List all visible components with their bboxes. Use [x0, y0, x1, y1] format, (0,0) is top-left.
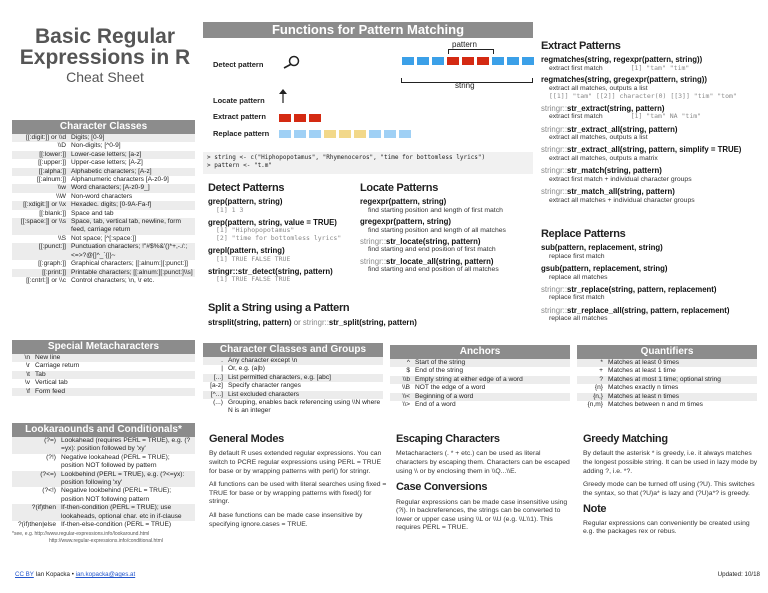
anchor-desc: NOT the edge of a word: [415, 384, 486, 392]
locate-fn-2: gregexpr(pattern, string): [360, 217, 451, 227]
group-row: [203, 357, 383, 365]
replace-line-3: [541, 285, 763, 295]
locate-arrow: [277, 89, 289, 107]
replace-fn-3: str_replace(string, pattern, replacement): [567, 284, 717, 294]
label-replace: Replace pattern: [213, 129, 270, 138]
extract-desc-7: extract all matches + individual character groups: [549, 196, 695, 204]
extract-row-1: [541, 65, 763, 73]
char-class-desc: Printable characters; [[:alnum:][:punct:]\\s]: [70, 269, 195, 277]
label-string: string: [455, 81, 475, 90]
group-desc: List permitted characters, e.g. [abc]: [227, 374, 383, 382]
quantifier-desc: Matches at least 1 time: [608, 367, 676, 375]
split-section: [208, 302, 533, 328]
lookaround-desc: Negative lookahead (PERL = TRUE); position NOT followed by pattern: [61, 453, 170, 470]
extract-out-3: [1] "tam" NA "tim": [630, 112, 702, 121]
extract-line-6: [541, 166, 763, 176]
diagram: [203, 40, 533, 148]
detect-out-3: [1] TRUE FALSE TRUE: [216, 254, 291, 263]
greedy-header: Greedy Matching: [583, 433, 668, 445]
label-locate: Locate pattern: [213, 96, 265, 105]
main-header: Functions for Pattern Matching: [203, 22, 533, 38]
groups-header: Character Classes and Groups: [203, 343, 383, 357]
general-section: [209, 433, 389, 534]
label-pattern: pattern: [452, 40, 477, 49]
string-cell: [323, 129, 337, 139]
extract-fn-3: str_extract(string, pattern): [567, 103, 665, 113]
split-fn-2: str_split(string, pattern): [328, 318, 417, 328]
char-class-key: [[:xdigit:]] or \\x: [12, 201, 70, 209]
special-meta-table: [12, 354, 195, 396]
locate-desc-1: find starting position and length of first match: [368, 206, 503, 214]
anchor-key: \\>: [402, 401, 410, 409]
extract-prefix-6: stringr::: [541, 166, 567, 176]
greedy-section: [583, 433, 761, 542]
special-meta-key: \t: [12, 371, 34, 379]
general-header: General Modes: [209, 433, 284, 445]
char-class-key: [[:upper:]]: [38, 159, 66, 167]
char-class-key: [[:graph:]]: [38, 260, 66, 268]
title-line1: Basic Regular: [34, 25, 176, 48]
extract-fn-6: str_match(string, pattern): [567, 166, 662, 176]
char-class-desc: Lower-case letters; [a-z]: [70, 151, 195, 159]
lookaround-desc: If-then-else-condition (PERL = TRUE): [61, 521, 172, 529]
quantifiers-section: [577, 345, 757, 409]
lookaround-desc: Lookbehind (PERL = TRUE), e.g. (?<=yx): position following 'xy': [60, 471, 195, 488]
replace-header: Replace Patterns: [541, 228, 626, 240]
group-key: [...]: [203, 374, 227, 382]
groups-section: [203, 343, 383, 416]
extract-fn-4: str_extract_all(string, pattern): [567, 124, 678, 134]
anchors-section: [390, 345, 570, 409]
locate-line-3: [360, 237, 535, 247]
string-cell: [293, 113, 307, 123]
locate-prefix-3: stringr::: [360, 236, 386, 246]
char-class-row: [12, 260, 195, 268]
string-cell: [383, 129, 397, 139]
locate-prefix-4: stringr::: [360, 256, 386, 266]
char-class-desc: Space, tab, vertical tab, newline, form feed, carriage return: [70, 218, 195, 235]
char-class-row: [12, 218, 195, 235]
quantifiers-table: [577, 359, 757, 409]
lookaround-row: [12, 487, 195, 504]
detect-fn-2: grep(pattern, string, value = TRUE): [208, 217, 337, 227]
general-p3: All base functions can be made case insensitive by specifying ignore.cases = TRUE.: [209, 511, 363, 528]
extract-section: [541, 40, 763, 205]
locate-fn-3: str_locate(string, pattern): [386, 236, 481, 246]
char-class-desc: Graphical characters; [[:alnum:][:punct:]]: [71, 260, 188, 268]
char-class-row: [12, 269, 195, 277]
char-class-key: \\S: [57, 234, 66, 242]
footnote-1: *see, e.g. http://www.regular-expressions.info/lookaround.html: [12, 531, 150, 538]
char-class-row: [12, 193, 195, 201]
lookaround-row: [12, 454, 195, 471]
quantifier-key: *: [577, 359, 607, 367]
detect-header: Detect Patterns: [208, 182, 285, 194]
quantifier-desc: Matches exactly n times: [608, 384, 679, 392]
split-or: or: [291, 318, 303, 328]
char-class-row: [12, 210, 195, 218]
string-cell: [368, 129, 382, 139]
quantifier-desc: Matches at least 0 times: [607, 359, 757, 367]
string-cell: [353, 129, 367, 139]
quantifiers-header: Quantifiers: [577, 345, 757, 359]
locate-section: [360, 182, 535, 275]
special-meta-row: [12, 354, 195, 362]
extract-row-3: [541, 113, 763, 121]
group-row: [203, 391, 383, 399]
replace-section: [541, 228, 763, 324]
quantifier-row: [577, 359, 757, 367]
char-class-desc: Non-word characters: [71, 192, 133, 200]
anchor-desc: End of a word: [415, 401, 456, 409]
quantifier-key: {n,}: [577, 393, 607, 401]
locate-line-4: [360, 257, 535, 267]
lookaround-desc: Negative lookbehind (PERL = TRUE); position NOT following pattern: [61, 487, 172, 503]
footer-left: [15, 571, 135, 579]
anchor-row: [390, 393, 570, 401]
footer-sep: •: [71, 571, 76, 578]
char-class-row: [12, 176, 195, 184]
author-name: Ian Kopacka: [35, 571, 70, 578]
replace-prefix-4: stringr::: [541, 305, 567, 315]
char-class-key: \\w: [12, 184, 70, 192]
char-class-desc: Space and tab: [71, 209, 114, 217]
string-cell: [461, 56, 475, 66]
string-cell: [476, 56, 490, 66]
char-class-desc: Punctuation characters; !"#$%&'()*+,-./:;<=>?@[]^_`{|}~: [70, 243, 195, 260]
char-class-desc: Alphabetic characters; [A-z]: [70, 168, 195, 176]
anchor-desc: Beginning of a word: [414, 393, 570, 401]
char-class-desc: Digits; [0-9]: [70, 134, 195, 142]
lookarounds-header: Lookaraounds and Conditionals*: [12, 423, 195, 437]
special-meta-key: \v: [24, 379, 30, 387]
detect-out-2b: [2] "time for bottomless lyrics": [216, 234, 342, 243]
greedy-p2: Greedy mode can be turned off using (?U). This switches the syntax, so that (?U)a* is lazy and (?U)a*? is greedy.: [583, 481, 755, 497]
string-cell: [398, 129, 412, 139]
locate-desc-2: find starting position and length of all matches: [368, 226, 506, 234]
case-p1: Regular expressions can be made case insensitive using (?i). In backreferences, the strings can be converted to lower or upper case using \\L or \\U (e.g. \\L\\1). This requires PERL = TRUE.: [396, 498, 568, 532]
char-class-row: [12, 168, 195, 176]
replace-line-4: [541, 306, 763, 316]
groups-table: [203, 357, 383, 416]
char-class-row: [12, 243, 195, 260]
group-desc: Grouping, enables back referencing using \\N where N is an integer: [228, 399, 381, 415]
lookaround-row: [12, 504, 195, 521]
special-meta-desc: Carriage return: [35, 362, 80, 370]
extract-line-4: [541, 125, 763, 135]
string-cell: [278, 129, 292, 139]
char-class-row: [12, 142, 195, 150]
note-p1: Regular expressions can conveniently be created using e.g. the packages rex or rebus.: [583, 519, 750, 536]
extract-desc-1: extract first match: [549, 64, 603, 72]
group-row: [203, 365, 383, 373]
extract-line-7: [541, 187, 763, 197]
group-key: .: [203, 357, 227, 365]
lookaround-key: (?=): [12, 437, 60, 454]
quantifier-row: [577, 401, 757, 409]
string-cell: [491, 56, 505, 66]
escaping-p1: Metacharacters (. * + etc.) can be used as literal characters by escaping them. Characters can be escaped using \\ or by enclosing them in \\Q...\\E.: [396, 450, 570, 475]
string-cell: [416, 56, 430, 66]
char-class-row: [12, 235, 195, 243]
label-detect: Detect pattern: [213, 60, 264, 69]
char-class-key: [[:print:]]: [12, 269, 70, 277]
quantifier-key: {n,m}: [587, 401, 603, 409]
extract-header: Extract Patterns: [541, 40, 621, 52]
detect-fn-3: grepl(pattern, string): [208, 246, 285, 256]
lookarounds-table: [12, 437, 195, 529]
lookarounds-section: [12, 423, 195, 544]
extract-desc-3: extract first match: [549, 113, 603, 121]
string-cell: [278, 113, 292, 123]
string-cell: [401, 56, 415, 66]
quantifier-row: [577, 393, 757, 401]
replace-desc-3: replace first match: [549, 294, 605, 302]
note-header: Note: [583, 503, 607, 516]
anchor-key: \\b: [390, 376, 414, 384]
anchor-row: [390, 359, 570, 367]
extract-prefix-4: stringr::: [541, 124, 567, 134]
group-key: [^...]: [203, 391, 227, 399]
special-meta-key: \r: [25, 362, 30, 370]
char-class-key: [[:alnum:]]: [37, 176, 66, 184]
char-class-row: [12, 277, 195, 285]
lookaround-desc: If-then-condition (PERL = TRUE); use lookaheads, optional char. etc in if-clause: [60, 504, 195, 521]
detect-out-4: [1] TRUE FALSE TRUE: [216, 275, 291, 284]
group-key: (...): [213, 399, 223, 407]
replace-fn-1: sub(pattern, replacement, string): [541, 243, 663, 253]
anchor-row: [390, 367, 570, 375]
code-line-1: > string <- c("Hiphopopotamus", "Rhymenoceros", "time for bottomless lyrics"): [207, 154, 486, 161]
quantifier-desc: Matches at least n times: [607, 393, 757, 401]
char-class-desc: Hexadec. digits; [0-9A-Fa-f]: [70, 201, 195, 209]
footer: [15, 571, 760, 579]
detect-out-1: [1] 1 3: [216, 205, 244, 214]
title-block: [12, 26, 198, 86]
greedy-p1: By default the asterisk * is greedy, i.e. it always matches the longest possible string. It can be used in lazy mode by adding ?, i.e. *?.: [583, 450, 758, 475]
string-cell: [338, 129, 352, 139]
lookaround-key: ?(if)then: [12, 504, 60, 521]
char-classes-table: [12, 134, 195, 285]
split-prefix: stringr::: [302, 318, 329, 328]
char-class-key: [[:space:]] or \\s: [12, 218, 70, 235]
replace-desc-1: replace first match: [549, 252, 605, 260]
code-block: [203, 152, 533, 174]
char-class-row: [12, 184, 195, 192]
email-link[interactable]: ian.kopacka@ages.at: [75, 571, 136, 578]
locate-desc-4: find starting and end position of all matches: [368, 266, 499, 274]
special-meta-row: [12, 379, 195, 387]
detect-fn-4: stringr::str_detect(string, pattern): [208, 266, 333, 276]
escaping-section: [396, 433, 571, 538]
case-header: Case Conversions: [396, 481, 488, 494]
updated-date: Updated: 10/18: [717, 571, 760, 578]
quantifier-row: [577, 367, 757, 375]
char-class-key: \\D: [57, 142, 66, 150]
lookaround-key: (?<=): [12, 471, 60, 488]
extract-prefix-5: stringr::: [541, 145, 567, 155]
char-class-key: [[:digit:]] or \\d: [12, 134, 70, 142]
char-class-row: [12, 134, 195, 142]
char-class-row: [12, 159, 195, 167]
char-class-key: [[:lower:]]: [12, 151, 70, 159]
footnote-2: http://www.regular-expressions.info/conditional.html: [49, 537, 163, 544]
quantifier-desc: Matches at most 1 time; optional string: [607, 376, 757, 384]
string-cell: [446, 56, 460, 66]
anchor-key: \\<: [390, 393, 414, 401]
cc-link[interactable]: CC BY: [15, 571, 34, 578]
char-class-key: [[:punct:]]: [12, 243, 70, 260]
title-line2: Expressions in R: [19, 46, 191, 69]
extract-prefix-7: stringr::: [541, 187, 567, 197]
general-p2: All functions can be used with literal searches using fixed = TRUE for base or by wrapping patterns with fixed() for stringr.: [209, 481, 387, 506]
char-class-desc: Alphanumeric characters [A-z0-9]: [71, 176, 169, 184]
anchor-row: [390, 376, 570, 384]
string-cell: [506, 56, 520, 66]
replace-desc-4: replace all matches: [549, 315, 608, 323]
lookaround-key: (?!): [46, 453, 56, 461]
bracket-pattern: [448, 49, 494, 54]
anchor-desc: Empty string at either edge of a word: [414, 376, 570, 384]
replace-fn-4: str_replace_all(string, pattern, replacement): [567, 305, 730, 315]
char-class-desc: Word characters; [A-z0-9_]: [70, 184, 195, 192]
special-meta-key: \n: [12, 354, 34, 362]
extract-desc-2: extract all matches, outputs a list: [549, 84, 648, 92]
locate-fn-1: regexpr(pattern, string): [360, 197, 447, 207]
extract-out-1: [1] "tam" "tim": [630, 63, 690, 72]
special-meta-desc: Vertical tab: [35, 379, 68, 387]
anchors-table: [390, 359, 570, 409]
anchor-row: [390, 384, 570, 392]
anchor-row: [390, 401, 570, 409]
lookaround-key: (?<!): [42, 487, 56, 495]
general-p1: By default R uses extended regular expressions. You can switch to PCRE regular expressions using PERL = TRUE for base or by wrapping patterns with perl() for stringr.: [209, 450, 382, 475]
label-extract: Extract pattern: [213, 112, 266, 121]
special-meta-row: [12, 388, 195, 396]
group-row: [203, 399, 383, 416]
lookaround-desc: Lookahead (requires PERL = TRUE), e.g. (?=yx): position followed by 'xy': [60, 437, 195, 454]
group-row: [203, 382, 383, 390]
char-class-desc: Upper-case letters; [A-Z]: [71, 159, 143, 167]
escaping-header: Escaping Characters: [396, 433, 500, 445]
string-cell: [308, 129, 322, 139]
quantifier-key: ?: [577, 376, 607, 384]
detect-out-2a: [1] "Hiphopopotamus": [216, 226, 295, 235]
quantifier-key: +: [599, 367, 603, 375]
anchor-key: $: [406, 367, 410, 375]
extract-desc-5: extract all matches, outputs a matrix: [549, 154, 658, 162]
extract-prefix-3: stringr::: [541, 103, 567, 113]
string-cell: [521, 56, 535, 66]
group-desc: Or, e.g. (a|b): [228, 365, 265, 373]
split-fn-1: strsplit(string, pattern): [208, 318, 292, 328]
extract-desc-6: extract first match + individual character groups: [549, 175, 692, 183]
locate-header: Locate Patterns: [360, 182, 439, 194]
extract-fn-5: str_extract_all(string, pattern, simplify = TRUE): [567, 145, 742, 155]
quantifier-desc: Matches between n and m times: [608, 401, 703, 409]
anchors-header: Anchors: [390, 345, 570, 359]
split-line: [208, 318, 533, 328]
anchor-desc: End of the string: [415, 367, 464, 375]
char-class-desc: Non-digits; [^0-9]: [71, 142, 121, 150]
char-classes-header: Character Classes: [12, 120, 195, 134]
special-meta-desc: New line: [34, 354, 195, 362]
char-class-key: [[:blank:]]: [39, 209, 66, 217]
group-row: [203, 374, 383, 382]
char-class-desc: Control characters; \n, \r etc.: [71, 276, 155, 284]
quantifier-row: [577, 384, 757, 392]
char-class-row: [12, 201, 195, 209]
lookaround-key: ?(if)then|else: [18, 521, 56, 529]
lookaround-row: [12, 471, 195, 488]
string-cell: [431, 56, 445, 66]
code-line-2: > pattern <- "t.m": [207, 162, 273, 169]
magnifier-icon: [281, 55, 303, 73]
anchor-desc: Start of the string: [414, 359, 570, 367]
locate-fn-4: str_locate_all(string, pattern): [386, 256, 494, 266]
replace-desc-2: replace all matches: [549, 273, 608, 281]
special-meta-header: Special Metacharacters: [12, 340, 195, 354]
special-meta-desc: Tab: [34, 371, 195, 379]
quantifier-row: [577, 376, 757, 384]
special-meta-key: \f: [12, 388, 34, 396]
group-desc: Any character except \n: [227, 357, 383, 365]
extract-fn-7: str_match_all(string, pattern): [567, 187, 675, 197]
detect-fn-1: grep(pattern, string): [208, 197, 283, 207]
string-cell: [293, 129, 307, 139]
title-line3: Cheat Sheet: [66, 69, 144, 85]
locate-desc-3: find starting and end position of first match: [368, 246, 496, 254]
split-header: Split a String using a Pattern: [208, 302, 350, 314]
extract-desc-4: extract all matches, outputs a list: [549, 134, 648, 142]
extract-out-2: [[1]] "tam" [[2]] character(0) [[3]] "tim" "tom": [549, 91, 737, 100]
group-key: |: [221, 365, 223, 373]
lookaround-row: [12, 437, 195, 454]
special-meta-row: [12, 362, 195, 370]
extract-fn-2: regmatches(string, gregexpr(pattern, string)): [541, 75, 707, 85]
replace-prefix-3: stringr::: [541, 284, 567, 294]
char-class-key: \\W: [56, 192, 66, 200]
char-class-key: [[:alpha:]]: [12, 168, 70, 176]
group-desc: Specify character ranges: [228, 382, 301, 390]
detect-section: [208, 182, 358, 284]
anchor-key: ^: [390, 359, 414, 367]
extract-line-5: [541, 145, 763, 155]
string-cell: [308, 113, 322, 123]
char-class-row: [12, 151, 195, 159]
anchor-key: \\B: [401, 384, 410, 392]
group-key: [a-z]: [210, 382, 223, 390]
special-meta-section: [12, 340, 195, 396]
char-class-desc: Not space; [^[:space:]]: [71, 234, 137, 242]
special-meta-desc: Form feed: [34, 388, 195, 396]
special-meta-row: [12, 371, 195, 379]
lookaround-row: [12, 521, 195, 529]
replace-fn-2: gsub(pattern, replacement, string): [541, 264, 668, 274]
extract-fn-1: regmatches(string, regexpr(pattern, string)): [541, 55, 703, 65]
quantifier-key: {n}: [594, 384, 603, 392]
char-classes-section: [12, 120, 195, 285]
char-class-key: [[:cntrl:]] or \\c: [26, 276, 66, 284]
group-desc: List excluded characters: [227, 391, 383, 399]
